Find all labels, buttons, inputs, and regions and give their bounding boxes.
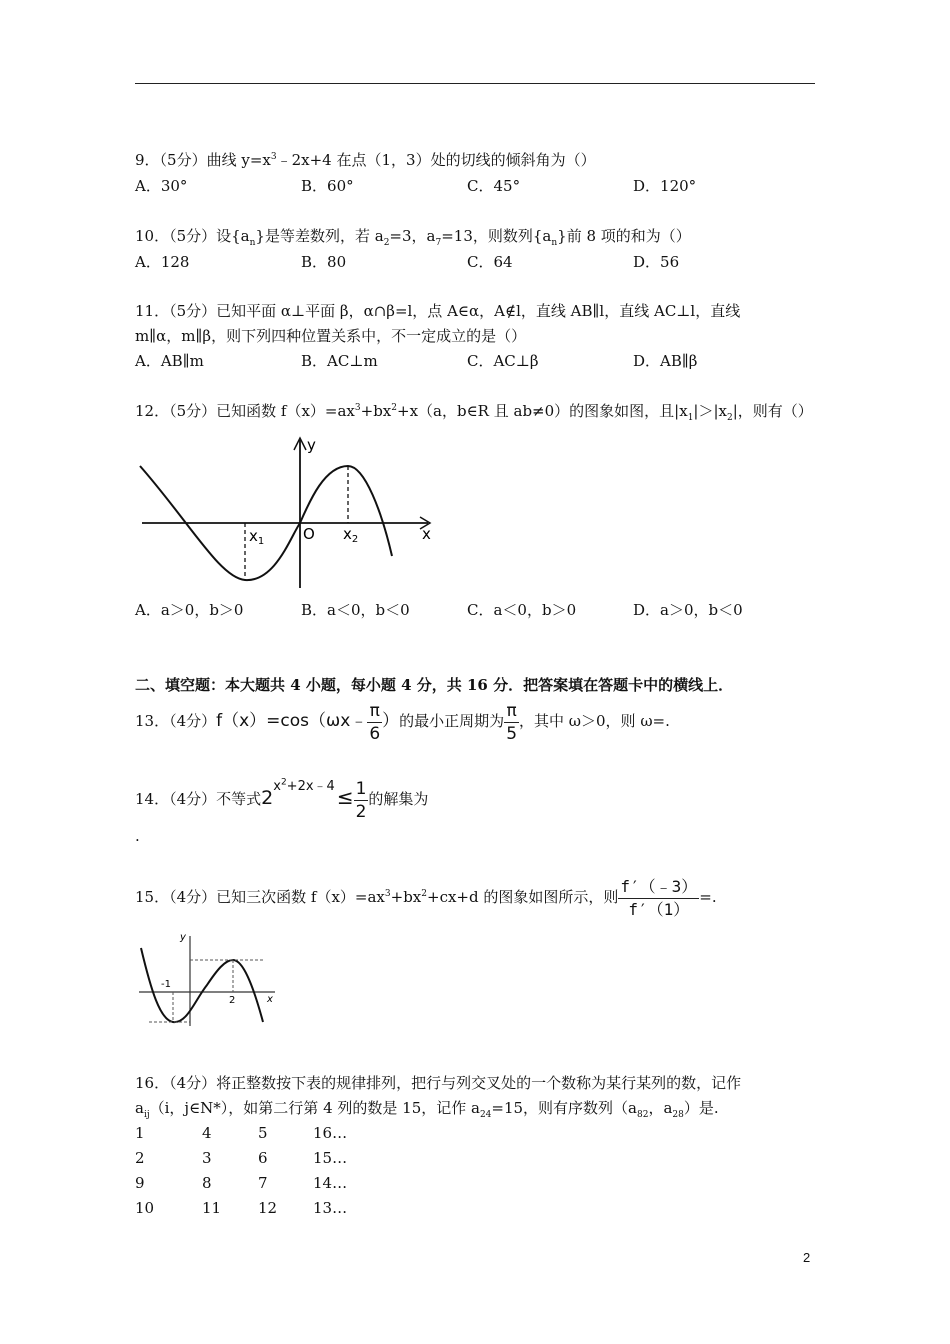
table-cell: 3	[202, 1149, 212, 1167]
table-cell: 6	[258, 1149, 268, 1167]
option-a: A．a＞0，b＞0	[135, 601, 244, 619]
minus-one-label: -1	[161, 979, 171, 990]
option-c: C．a＜0，b＞0	[467, 601, 577, 619]
x-label: x	[422, 525, 431, 543]
table-cell: 14…	[313, 1174, 348, 1192]
table-cell: 10	[135, 1199, 155, 1217]
question-11-stem-line2: m∥α，m∥β，则下列四种位置关系中，不一定成立的是（）	[135, 327, 527, 345]
table-cell: 16…	[313, 1124, 348, 1142]
question-12-stem: 12．（5分）已知函数 $f(x)=ax^3+bx^2+x(a$，b∈R 且 ab≠0）的图象如图，且$|x_1|>|x_2|$，则有（）	[135, 402, 813, 423]
question-14-stem: 14．（4分）不等式$2x^2+2x﹣4$ ≤ $\frac{1}{2}$ 的解集为	[135, 777, 429, 822]
table-cell: 4	[202, 1124, 212, 1142]
option-a: A．128	[135, 253, 190, 271]
option-b: B．60°	[301, 177, 354, 195]
question-16-stem-line2: $a_{ij}(i$，j∈N*），如第二行第 4 列的数是 15，记作 $a_{24}=15$，则有序数列（$a_{82}$，$a_{28}$）是.	[135, 1099, 719, 1120]
option-d: D．AB∥β	[633, 352, 698, 370]
pi-over-6: $\frac{\pi}{6}$	[369, 700, 381, 744]
curve	[141, 948, 263, 1022]
option-c: C．64	[467, 253, 513, 271]
two-label: 2	[229, 995, 236, 1006]
option-b: B．a＜0，b＜0	[301, 601, 410, 619]
table-cell: 1	[135, 1124, 145, 1142]
page-number: 2	[803, 1250, 811, 1265]
exponent: $x^2+2x﹣4$	[273, 777, 335, 794]
x-label: x	[267, 994, 273, 1005]
option-c: C．45°	[467, 177, 521, 195]
table-cell: 15…	[313, 1149, 348, 1167]
question-15-graph	[135, 930, 280, 1030]
option-a: A．AB∥m	[135, 352, 204, 370]
table-cell: 13…	[313, 1199, 348, 1217]
question-11-options	[135, 351, 835, 371]
question-10-options	[135, 252, 835, 272]
y-label: y	[180, 932, 186, 943]
question-15-stem: 15．（4分）已知三次函数 $f(x)=ax^3+bx^2+cx+d$ 的图象如图所示，则 $\frac{f'(﹣3)}{f'(1)}$ =.	[135, 876, 717, 919]
x1-label: $x_1$	[249, 527, 265, 547]
option-d: D．a＞0，b＜0	[633, 601, 743, 619]
question-12-graph	[130, 428, 440, 593]
pi-over-5: $\frac{\pi}{5}$	[506, 700, 518, 744]
header-rule	[135, 83, 815, 84]
option-b: B．80	[301, 253, 347, 271]
option-c: C．AC⊥β	[467, 352, 539, 370]
question-12-options	[135, 600, 835, 620]
question-9-stem: 9．（5分）曲线 $y=x^3﹣2x+4$ 在点（1，3）处的切线的倾斜角为（）	[135, 151, 596, 169]
y-label: y	[307, 436, 316, 454]
question-11-stem-line1: 11．（5分）已知平面 α⊥平面 β，α∩β=l，点 A∈α，A∉l，直线 AB∥l，直线 AC⊥l，直线	[135, 302, 741, 320]
table-cell: 7	[258, 1174, 268, 1192]
option-b: B．AC⊥m	[301, 352, 378, 370]
option-d: D．120°	[633, 177, 697, 195]
table-cell: 12	[258, 1199, 278, 1217]
table-cell: 5	[258, 1124, 268, 1142]
derivative-ratio: $\frac{f'(﹣3)}{f'(1)}$	[620, 876, 698, 919]
table-cell: 9	[135, 1174, 145, 1192]
question-13-stem: 13．（4分）f（x）=cos（ωx﹣ $\frac{\pi}{6}$ ）的最小正周期为 $\frac{\pi}{5}$ ，其中 ω＞0，则 ω=.	[135, 700, 670, 744]
x2-label: $x_2$	[343, 525, 359, 545]
origin-label: O	[303, 525, 315, 543]
option-a: A．30°	[135, 177, 188, 195]
table-cell: 11	[202, 1199, 222, 1217]
option-d: D．56	[633, 253, 680, 271]
question-9-options	[135, 176, 835, 196]
question-14-answer-dot: .	[135, 827, 140, 845]
table-cell: 2	[135, 1149, 145, 1167]
table-cell: 8	[202, 1174, 212, 1192]
one-half: $\frac{1}{2}$	[355, 778, 367, 822]
section-2-heading: 二、填空题：本大题共 4 小题，每小题 4 分，共 16 分．把答案填在答题卡中的横线上．	[135, 676, 734, 694]
question-10-stem: 10．（5分）设$\{a_n\}$是等差数列，若 $a_2=3$，$a_7=13$，则数列$\{a_n\}$前 8 项的和为（）	[135, 227, 691, 248]
question-16-stem-line1: 16．（4分）将正整数按下表的规律排列，把行与列交叉处的一个数称为某行某列的数，记作	[135, 1074, 742, 1092]
